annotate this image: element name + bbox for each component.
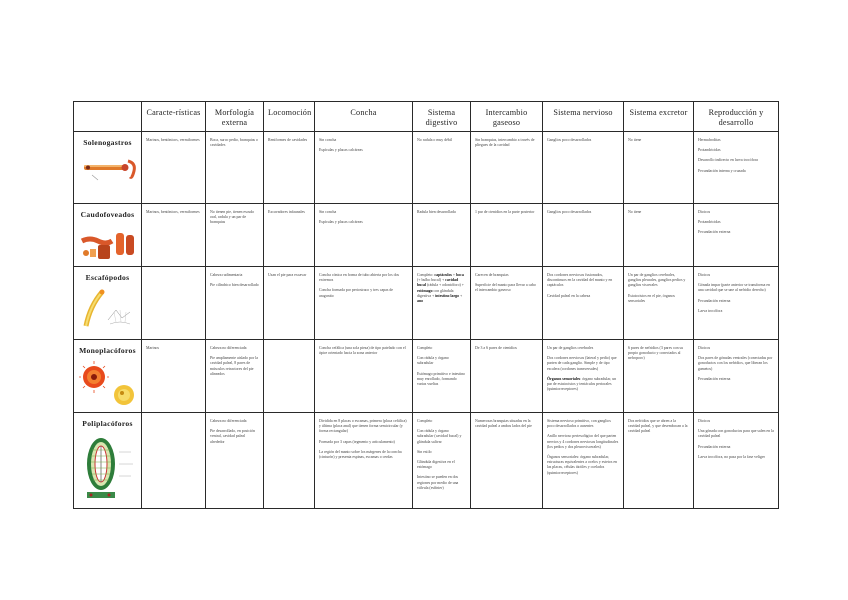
table-cell xyxy=(142,132,206,204)
cell-text: Carecen de branquias xyxy=(475,273,509,277)
cell-text: Desarrollo indirecto en larva trocófora xyxy=(698,158,758,163)
cell-text: Espículas y placas calcáreas xyxy=(319,220,363,225)
cell-text: Boca, surco pedio, branquias o cavidades xyxy=(210,138,258,148)
table-cell xyxy=(624,267,694,340)
header-cell: Reproducción y desarrollo xyxy=(694,102,779,132)
table-cell xyxy=(206,204,264,267)
row-header-cell xyxy=(74,267,142,340)
table-cell xyxy=(471,132,543,204)
cell-text: Concha formada por periostraco y tres capas de aragonito xyxy=(319,288,393,298)
cell-text: Espículas y placas calcáreas xyxy=(319,148,363,153)
cell-text: Protandricidas xyxy=(698,220,721,225)
cell-text: Dioicos xyxy=(698,419,711,423)
mollusc-comparison-table xyxy=(73,101,779,509)
cell-text: Fecundación interna y cruzada xyxy=(698,168,746,173)
cell-text: Dos cordones nerviosos fusionados, discontinuos en la cavidad del manto y en captáculos xyxy=(547,273,613,288)
table-cell xyxy=(315,132,413,204)
row-title: Solenogastros xyxy=(83,138,132,147)
table-cell xyxy=(694,132,779,204)
table-cell xyxy=(413,204,471,267)
table-cell xyxy=(264,267,315,340)
table-cell xyxy=(315,267,413,340)
row-header-cell xyxy=(74,204,142,267)
cell-text: Cabeza no diferenciada xyxy=(210,419,247,423)
cell-text: Completo xyxy=(417,419,433,423)
header-cell: Concha xyxy=(315,102,413,132)
cell-text: Marinos, bentónicos, vermiformes xyxy=(146,138,200,142)
cell-text: Concha cónica en forma de tubo abierta por los dos extremos xyxy=(319,273,400,283)
table-cell xyxy=(206,340,264,413)
caudofoveate-illustration xyxy=(78,223,137,263)
header-cell: Intercambio gaseoso xyxy=(471,102,543,132)
cell-text: Completo: captáculos + boca (+ bulbo bucal) + cavidad bucal (rádula + odontóforo) + estómago con glándula digestiva + intestino largo + ano xyxy=(417,273,464,304)
table-cell xyxy=(142,340,206,413)
cell-text: Reniformes de cavidades xyxy=(268,138,308,142)
table-cell xyxy=(264,132,315,204)
table-cell xyxy=(315,340,413,413)
row-header-cell xyxy=(74,340,142,413)
table-cell xyxy=(142,204,206,267)
row-header-cell xyxy=(74,413,142,509)
table-cell xyxy=(624,204,694,267)
table-cell xyxy=(206,132,264,204)
cell-text: Formada por 3 capas (tegmento y articulamento) xyxy=(319,439,395,444)
cell-text: Fecundación externa xyxy=(698,298,731,303)
row-title: Poliplacóforos xyxy=(82,419,133,428)
cell-text: Anillo nervioso periesofágico del que parten nervios y 4 cordones nerviosos longitudinales (los pedios y dos pleuroviscerales) xyxy=(547,434,619,449)
cell-text: Radula bien desarrollada xyxy=(417,210,456,214)
header-cell: Caracte-rísticas xyxy=(142,102,206,132)
row-title: Escafópodos xyxy=(85,273,130,282)
table-cell xyxy=(471,204,543,267)
monoplacophoran-illustration xyxy=(78,359,137,409)
table-cell xyxy=(264,204,315,267)
cell-text: Concha cefálica (una sola pieza) de tipo patelado con el ápice orientado hacia la zona anterior xyxy=(319,346,406,356)
table-cell xyxy=(694,267,779,340)
table-cell xyxy=(471,267,543,340)
cell-text: Sin concha xyxy=(319,138,337,142)
polyplacophoran-illustration xyxy=(78,432,137,502)
table-cell xyxy=(315,204,413,267)
table-cell xyxy=(315,413,413,509)
cell-text: 6 pares de nefridios (3 pares con su propio gonoducto y conectados al nefroporo) xyxy=(628,346,683,361)
table-cell xyxy=(694,204,779,267)
header-cell xyxy=(74,102,142,132)
table-cell xyxy=(413,413,471,509)
table-cell xyxy=(624,132,694,204)
cell-text: Numerosas branquias situadas en la cavidad paleal a ambos lados del pie xyxy=(475,419,532,429)
table-cell xyxy=(543,204,624,267)
cell-text: Una gónada con gonoductos para que salen en la cavidad paleal xyxy=(698,429,774,439)
header-cell: Sistema excretor xyxy=(624,102,694,132)
table-cell xyxy=(413,132,471,204)
header-cell: Sistema nervioso xyxy=(543,102,624,132)
row-header-cell xyxy=(74,132,142,204)
cell-text: Larva trocófora xyxy=(698,308,723,313)
cell-text: Protandricidas xyxy=(698,148,721,153)
cell-text: No tiene xyxy=(628,138,642,142)
cell-text: Sin branquias, intercambio a través de pliegues de la cavidad xyxy=(475,138,535,148)
table-cell xyxy=(543,132,624,204)
cell-text: Un par de ganglios cerebrales, ganglios pleurales, ganglios pedios y ganglios viscerales xyxy=(628,273,686,288)
table-cell xyxy=(206,413,264,509)
header-cell: Locomoción xyxy=(264,102,315,132)
cell-text: No tiene xyxy=(628,210,642,214)
cell-text: Cabeza rudimentaria xyxy=(210,273,243,277)
table-cell xyxy=(142,267,206,340)
cell-text: Estatocistos en el pie, órganos sensoriales xyxy=(628,293,675,303)
cell-text: Gónada impar (parte anterior se transforma en una cavidad que se une al nefridio derecho) xyxy=(698,283,770,293)
table-cell xyxy=(624,413,694,509)
cell-text: De 3 a 6 pares de ctenidios xyxy=(475,346,517,350)
table-cell xyxy=(543,267,624,340)
cell-text: Ganglios poco desarrollados xyxy=(547,138,592,142)
cell-text: Órganos sensoriales: órgano subradular, un par de estatocistos y tentáculos periorales (quimiorreceptores) xyxy=(547,376,617,392)
table-cell xyxy=(471,340,543,413)
table-cell xyxy=(413,340,471,413)
header-row xyxy=(74,102,779,132)
cell-text: Hermafroditas xyxy=(698,138,721,142)
table-cell xyxy=(471,413,543,509)
table-cell xyxy=(624,340,694,413)
cell-text: Con rádula y órgano subradular xyxy=(417,356,449,366)
cell-text: Sin estilo xyxy=(417,449,432,454)
cell-text: Dividida en 8 placas o escamas, primera (placa cefálica) y última (placa anal) que tienen forma semicircular (y forma rectangular) xyxy=(319,419,407,434)
cell-text: Usan el pie para excavar xyxy=(268,273,307,277)
cell-text: Dioicos xyxy=(698,346,711,350)
cell-text: Dos cordones nerviosos (lateral y pedio) que parten de cada ganglio. Simple y de tipo escalera (cordones transversales) xyxy=(547,356,617,371)
row-title: Caudofoveados xyxy=(80,210,135,219)
cell-text: Sistema nervioso primitivo, con ganglios poco desarrollados o ausentes xyxy=(547,419,611,429)
header-cell: Sistema digestivo xyxy=(413,102,471,132)
table-row xyxy=(74,267,779,340)
table-row xyxy=(74,340,779,413)
table-cell xyxy=(142,413,206,509)
table-cell xyxy=(264,413,315,509)
cell-text: Completo xyxy=(417,346,433,350)
cell-text: Dioicos xyxy=(698,210,711,214)
cell-text: Fecundación externa xyxy=(698,376,731,381)
header-cell: Morfología externa xyxy=(206,102,264,132)
cell-text: Superficie del manto para llevar a cabo el intercambio gaseoso xyxy=(475,283,536,293)
cell-text: La región del manto sobre los márgenes de la concha (cinturón) y presenta espinas, escamas o cerdas xyxy=(319,449,402,460)
table-cell xyxy=(543,413,624,509)
cell-text: No radula o muy débil xyxy=(417,138,453,142)
table-cell xyxy=(264,340,315,413)
cell-text: Pie cilíndrico bien desarrollado xyxy=(210,283,259,288)
cell-text: Pie desarrollado, en posición ventral, cavidad paleal alrededor xyxy=(210,429,255,444)
cell-text: Marinos xyxy=(146,346,159,350)
solenogaster-illustration xyxy=(78,151,137,185)
cell-text: Un par de ganglios cerebrales xyxy=(547,346,594,350)
row-title: Monoplacóforos xyxy=(79,346,136,355)
cell-text: Dos pares de gónadas ventrales (conectadas por gonoductos con los nefridios, que liberan los gametos) xyxy=(698,356,773,371)
cell-text: No tienen pie, tienen escudo oral, radula y un par de branquias xyxy=(210,210,255,225)
cell-text: Marinos, bentónicos, vermiformes xyxy=(146,210,200,214)
cell-text: Con rádula y órgano subradular (cavidad bucal) y glándula salivar xyxy=(417,429,462,444)
table-row xyxy=(74,132,779,204)
table-cell xyxy=(206,267,264,340)
table-cell xyxy=(694,340,779,413)
cell-text: Glándula digestiva en el estómago xyxy=(417,460,455,470)
cell-text: Pie ampliamente aislado por la cavidad paleal, 8 pares de músculos retractores del pie alineados xyxy=(210,356,258,376)
table-row xyxy=(74,204,779,267)
cell-text: Excavadores infaunales xyxy=(268,210,305,214)
scaphopod-illustration xyxy=(78,286,137,330)
cell-text: Larva trocófora, no pasa por la fase veliger xyxy=(698,454,765,459)
table-row xyxy=(74,413,779,509)
cell-text: 1 par de ctenidios en la parte posterior xyxy=(475,210,535,214)
cell-text: Cavidad paleal en la cabeza xyxy=(547,293,591,298)
cell-text: Ganglios poco desarrollados xyxy=(547,210,592,214)
cell-text: Estómago primitivo e intestino muy enrollado, formando varias vueltas xyxy=(417,371,466,387)
table-cell xyxy=(543,340,624,413)
cell-text: Dos nefridios que se abren a la cavidad paleal, y que desembocan a la cavidad paleal xyxy=(628,419,688,434)
cell-text: Dioicos xyxy=(698,273,711,277)
cell-text: Cabeza no diferenciada xyxy=(210,346,247,350)
cell-text: Fecundación externa xyxy=(698,444,731,449)
cell-text: Intestino se pueden en dos regiones por medio de una válvula (esfínter) xyxy=(417,475,459,490)
table-cell xyxy=(413,267,471,340)
table-cell xyxy=(694,413,779,509)
cell-text: Órganos sensoriales: órgano subradular, estructuras equivalentes a ocelos y estetos en las placas, células táctiles y ocelados (quimiorreceptores) xyxy=(547,455,618,475)
cell-text: Fecundación externa xyxy=(698,230,731,235)
cell-text: Sin concha xyxy=(319,210,337,214)
